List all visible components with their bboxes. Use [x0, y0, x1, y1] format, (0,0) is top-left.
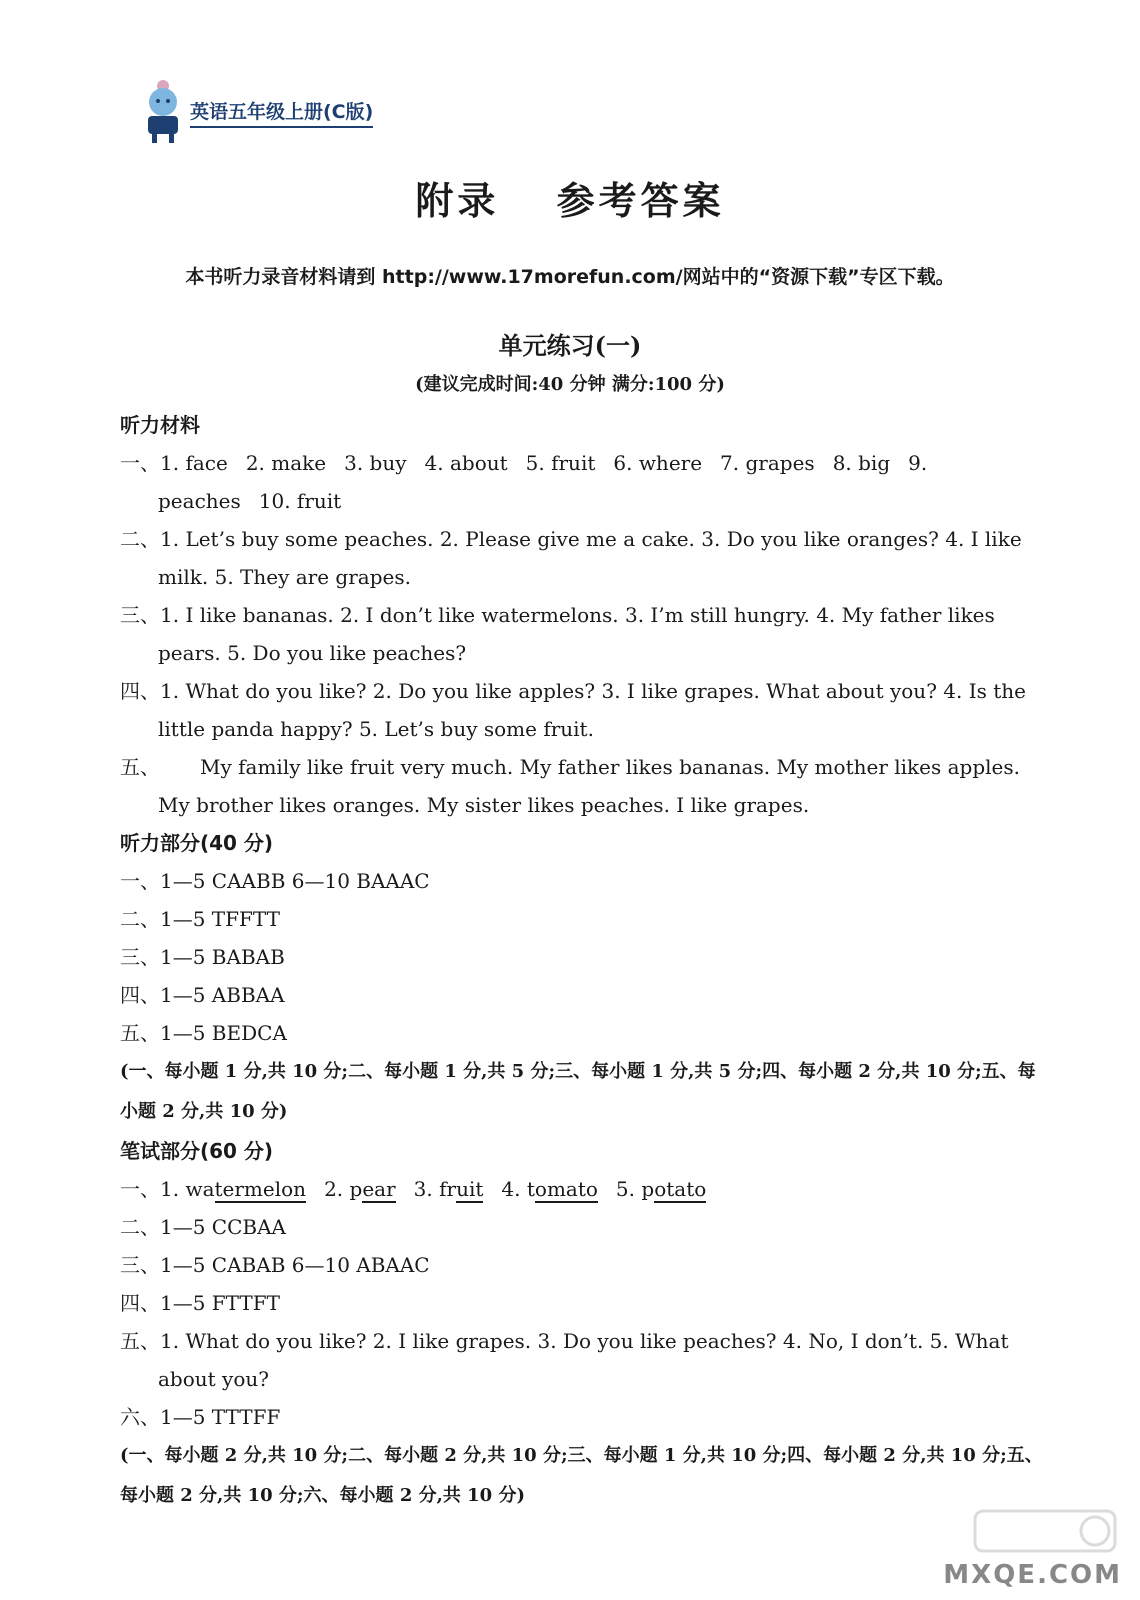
listening-score-note: (一、每小题 1 分,共 10 分;二、每小题 1 分,共 5 分;三、每小题 1 分,共 5 分;四、每小题 2 分,共 10 分;五、每小题 2 分,共 10 分) [120, 1061, 1036, 1122]
written-answer-5: 五、1. What do you like? 2. I like grapes. 3. Do you like peaches? 4. No, I don’t. 5. What about you? [120, 1329, 1009, 1391]
listening-answer-4: 四、1—5 ABBAA [120, 983, 285, 1007]
book-header [140, 76, 373, 146]
unit-title: 单元练习(一) [498, 331, 642, 360]
listening-answer-3: 三、1—5 BABAB [120, 945, 285, 969]
title-appendix: 附录 [415, 179, 500, 223]
listening-material-q4: 四、1. What do you like? 2. Do you like apples? 3. I like grapes. What about you? 4. Is the little panda happy? 5. Let’s buy some fruit. [120, 679, 1026, 741]
written-answer-6: 六、1—5 TTTFF [120, 1405, 281, 1429]
listening-material-q3: 三、1. I like bananas. 2. I don’t like watermelons. 3. I’m still hungry. 4. My father likes pears. 5. Do you like peaches? [120, 603, 995, 665]
listening-material-q2: 二、1. Let’s buy some peaches. 2. Please give me a cake. 3. Do you like oranges? 4. I like milk. 5. They are grapes. [120, 527, 1022, 589]
listening-material-heading: 听力材料 [120, 413, 200, 437]
written-part-heading: 笔试部分(60 分) [120, 1139, 274, 1163]
listening-answer-1: 一、1—5 CAABB 6—10 BAAAC [120, 869, 430, 893]
listening-answer-5: 五、1—5 BEDCA [120, 1021, 287, 1045]
listening-material-q1: 一、1. face 2. make 3. buy 4. about 5. fruit 6. where 7. grapes 8. big 9. peaches 10. fruit [120, 451, 928, 513]
unit-subtitle: (建议完成时间:40 分钟 满分:100 分) [415, 374, 725, 395]
written-answer-2: 二、1—5 CCBAA [120, 1215, 286, 1239]
listening-material-q5: 五、 My family like fruit very much. My father likes bananas. My mother likes apples. My brother likes oranges. My sister likes peaches. I like grapes. [120, 755, 1020, 817]
watermark-text: MXQE.COM [943, 1560, 1122, 1590]
answer-content [120, 406, 1050, 1516]
title-answers: 参考答案 [556, 179, 725, 223]
listening-part-heading: 听力部分(40 分) [120, 831, 274, 855]
written-answer-3: 三、1—5 CABAB 6—10 ABAAC [120, 1253, 430, 1277]
written-score-note: (一、每小题 2 分,共 10 分;二、每小题 2 分,共 10 分;三、每小题 1 分,共 10 分;四、每小题 2 分,共 10 分;五、每小题 2 分,共 10 分;六、每小题 2 分,共 10 分) [120, 1445, 1043, 1506]
listening-answer-2: 二、1—5 TFFTT [120, 907, 280, 931]
page-title [0, 170, 1140, 225]
written-answer-4: 四、1—5 FTTFT [120, 1291, 280, 1315]
written-answer-1: 一、1. watermelon 2. pear 3. fruit 4. tomato 5. potato [120, 1177, 707, 1201]
cartoon-mascot-icon [140, 76, 186, 146]
book-title: 英语五年级上册(C版) [190, 97, 373, 128]
download-notice: 本书听力录音材料请到 http://www.17morefun.com/网站中的“资源下载”专区下载。 [185, 266, 955, 288]
